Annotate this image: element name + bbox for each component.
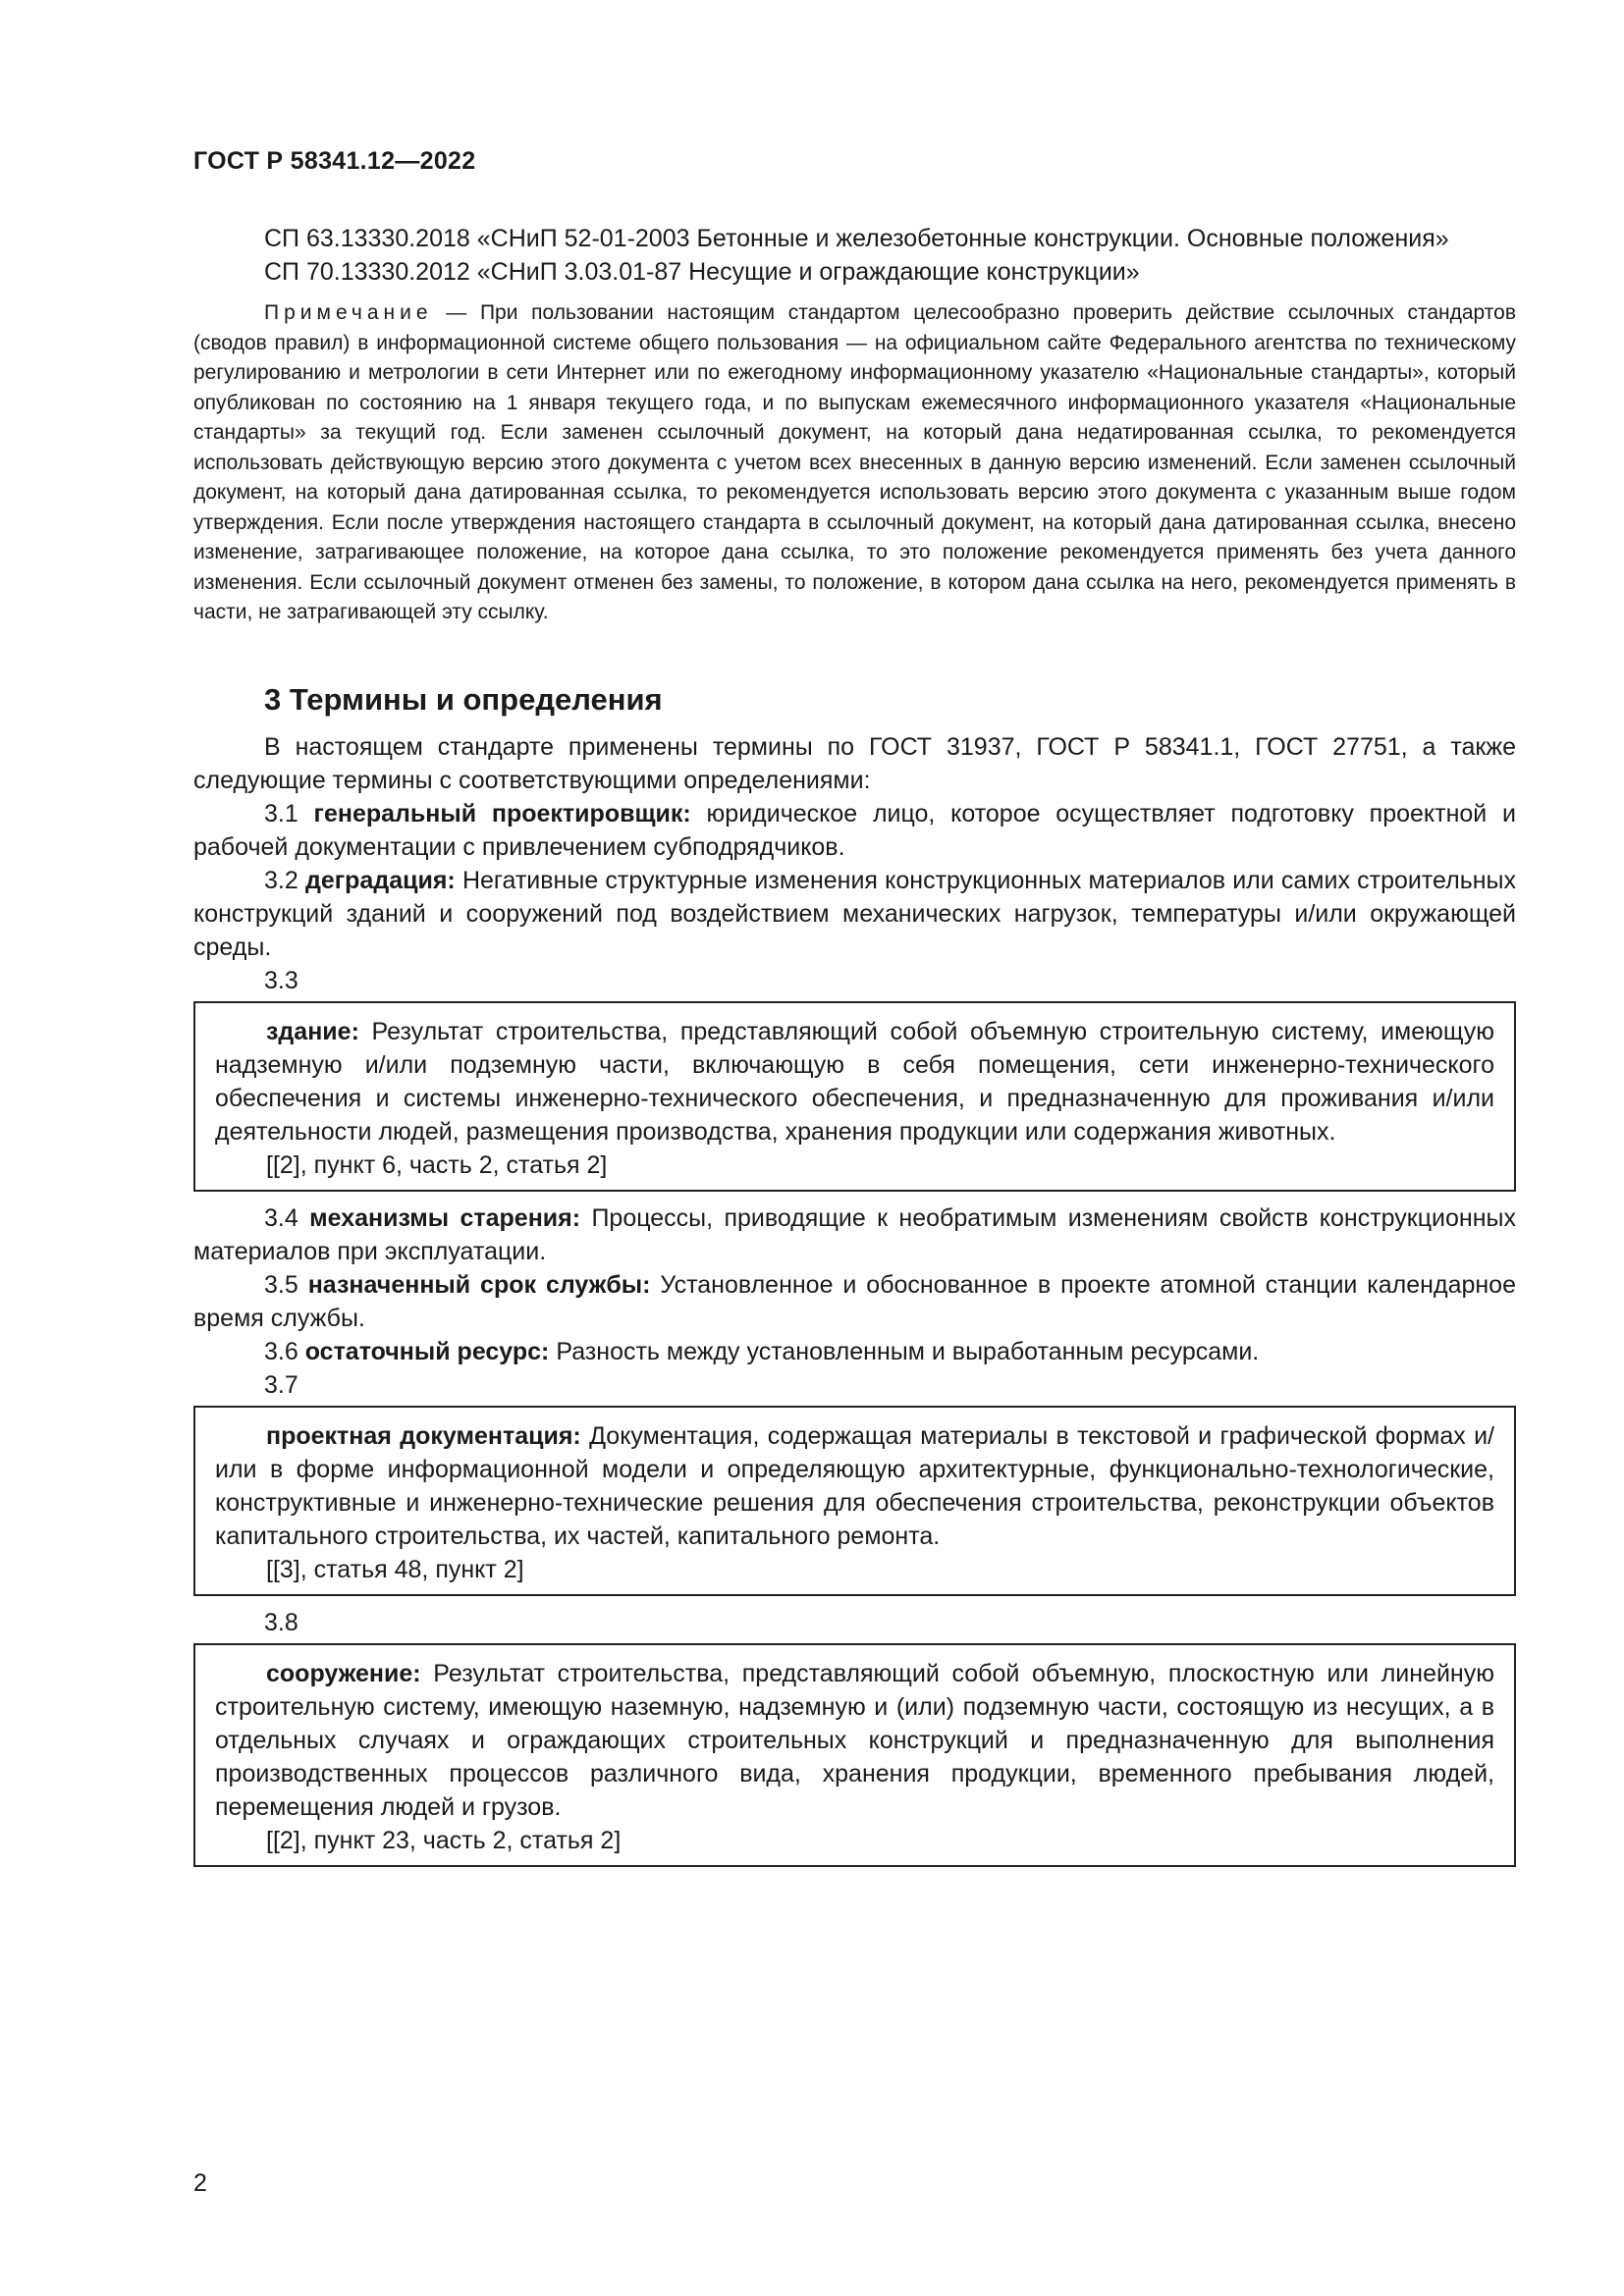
term-number: 3.6 (264, 1337, 298, 1365)
term-number: 3.7 (264, 1370, 298, 1399)
term-entry (193, 797, 1516, 864)
term-source: [[2], пункт 23, часть 2, статья 2] (266, 1826, 622, 1854)
document-body (193, 222, 1516, 1877)
term-name: проектная документация: (266, 1421, 581, 1450)
term-box (193, 1406, 1516, 1596)
term-definition: Результат строительства, представляющий собой объемную строительную систему, имеющую надземную и/или подземную части, включающую в себя помещения, сети инженерно-технического обеспечения и системы инженерно-технического обеспечения, и предназначенную для проживания и/или деятельности людей, размещения производства, хранения продукции или содержания животных. (215, 1017, 1494, 1146)
term-entry (193, 1268, 1516, 1335)
term-definition: Установленное и обоснованное в проекте атомной станции календарное время службы. (193, 1270, 1516, 1332)
term-box (193, 1643, 1516, 1867)
document-id-header: ГОСТ Р 58341.12—2022 (193, 147, 476, 175)
term-name: сооружение: (266, 1659, 421, 1687)
term-name: остаточный ресурс: (304, 1337, 550, 1365)
term-definition: Негативные структурные изменения конструкционных материалов или самих строительных конструкций зданий и сооружений под воздействием механических нагрузок, температуры и/или окружающей среды. (193, 866, 1516, 961)
term-source: [[2], пункт 6, часть 2, статья 2] (266, 1150, 608, 1179)
term-source: [[3], статья 48, пункт 2] (266, 1555, 524, 1583)
term-entry (215, 1657, 1494, 1824)
reference-item: СП 63.13330.2018 «СНиП 52-01-2003 Бетонные и железобетонные конструкции. Основные положения» (264, 225, 1449, 252)
term-entry (215, 1419, 1494, 1553)
term-number: 3.2 (264, 866, 298, 894)
term-definition: Разность между установленным и выработанным ресурсами. (556, 1337, 1260, 1365)
term-number: 3.3 (264, 966, 298, 994)
term-name: генеральный проектировщик: (313, 799, 691, 828)
note-paragraph (193, 298, 1516, 628)
section-intro: В настоящем стандарте применены термины по ГОСТ 31937, ГОСТ Р 58341.1, ГОСТ 27751, а также следующие термины с соответствующими определениями: (193, 732, 1516, 794)
term-number: 3.8 (264, 1608, 298, 1636)
term-entry (193, 1335, 1516, 1368)
term-name: здание: (266, 1017, 359, 1045)
references-list (193, 222, 1516, 289)
term-number: 3.4 (264, 1203, 298, 1232)
term-definition: Результат строительства, представляющий собой объемную, плоскостную или линейную строительную систему, имеющую наземную, надземную и (или) подземную части, состоящую из несущих, а в отдельных случаях и ограждающих строительных конструкций и предназначенную для выполнения производственных процессов различного вида, хранения продукции, временного пребывания людей, перемещения людей и грузов. (215, 1659, 1494, 1821)
term-entry (193, 1201, 1516, 1268)
term-number: 3.5 (264, 1270, 298, 1299)
note-block (193, 298, 1516, 628)
note-label: Примечание (264, 301, 433, 324)
term-name: механизмы старения: (309, 1203, 581, 1232)
reference-item: СП 70.13330.2012 «СНиП 3.03.01-87 Несущие и ограждающие конструкции» (264, 258, 1140, 286)
section-title: 3 Термины и определения (264, 681, 663, 717)
term-number: 3.1 (264, 799, 298, 828)
term-name: деградация: (304, 866, 456, 894)
term-definition: Процессы, приводящие к необратимым изменениям свойств конструкционных материалов при эксплуатации. (193, 1203, 1516, 1265)
term-name: назначенный срок службы: (307, 1270, 651, 1299)
term-definition: юридическое лицо, которое осуществляет подготовку проектной и рабочей документации с привлечением субподрядчиков. (193, 799, 1517, 861)
page-number: 2 (193, 2169, 207, 2197)
term-entry (193, 864, 1516, 964)
term-entry (215, 1015, 1494, 1148)
term-definition: Документация, содержащая материалы в текстовой и графической формах и/или в форме информационной модели и определяющую архитектурные, функционально-технологические, конструктивные и инженерно-технические решения для обеспечения строительства, реконструкции объектов капитального строительства, их частей, капитального ремонта. (215, 1421, 1494, 1550)
note-text: — При пользовании настоящим стандартом целесообразно проверить действие ссылочных стандартов (сводов правил) в информационной системе общего пользования — на официальном сайте Федерального агентства по техническому регулированию и метрологии в сети Интернет или по ежегодному информационному указателю «Национальные стандарты», который опубликован по состоянию на 1 января текущего года, и по выпускам ежемесячного информационного указателя «Национальные стандарты» за текущий год. Если заменен ссылочный документ, на который дана недатированная ссылка, то рекомендуется использовать действующую версию этого документа с учетом всех внесенных в данную версию изменений. Если заменен ссылочный документ, на который дана датированная ссылка, то рекомендуется использовать версию этого документа с указанным выше годом утверждения. Если после утверждения настоящего стандарта в ссылочный документ, на который дана датированная ссылка, внесено изменение, затрагивающее положение, на которое дана ссылка, то это положение рекомендуется применять без учета данного изменения. Если ссылочный документ отменен без замены, то положение, в котором дана ссылка на него, рекомендуется применять в части, не затрагивающей эту ссылку. (193, 301, 1516, 623)
term-box (193, 1001, 1516, 1192)
